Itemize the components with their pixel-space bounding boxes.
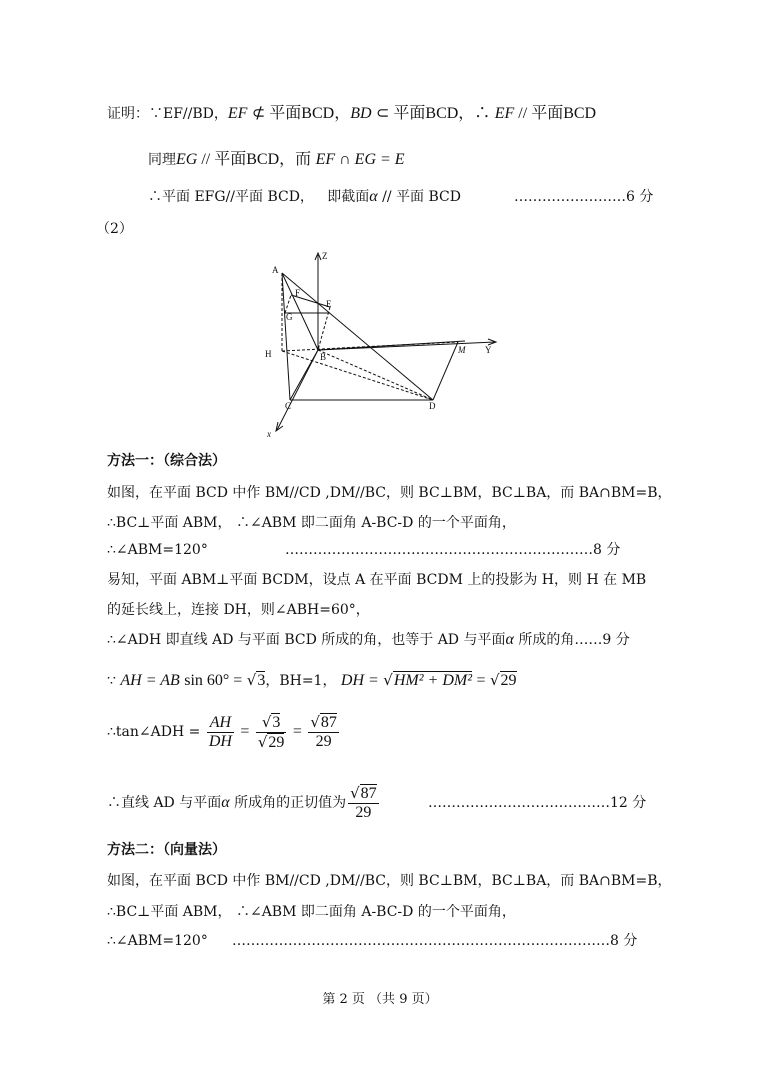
label-h: H [265, 349, 272, 359]
fraction-sqrt87-29: $\frac{√87}{29}$ [310, 713, 337, 750]
fraction-ah-dh [207, 714, 234, 751]
math-expr: AH = AB [120, 672, 180, 689]
label-d: D [429, 401, 436, 411]
math-var: EF [494, 105, 515, 122]
sqrt-value: 3 [257, 672, 266, 689]
proof-text: ∵ [107, 673, 116, 689]
sqrt-symbol: √ [383, 671, 393, 689]
math-expr: EF ∩ EG = E [315, 151, 405, 168]
proof-text: ∴tan∠ADH = [107, 724, 201, 740]
method1-line-8 [107, 710, 341, 754]
sqrt-value: HM² + DM² [393, 672, 472, 689]
math-var: α [221, 794, 230, 811]
label-m: M [458, 345, 466, 355]
method1-line-2: ∴BC⊥平面 ABM， ∴∠ABM 即二面角 A-BC-D 的一个平面角， [107, 515, 516, 531]
proof-line-3 [148, 187, 461, 207]
score-dots-8b: ………………………………………………………………………8 分 [232, 933, 638, 949]
geometry-figure [255, 245, 515, 440]
proof-text: 同理 [148, 152, 176, 168]
label-y: Y [485, 345, 492, 355]
math-var: α [369, 188, 378, 205]
proof-line-2 [148, 150, 405, 170]
math-text: ⊂ 平面BCD，∴ [375, 105, 491, 122]
method2-line-1: 如图，在平面 BCD 中作 BM//CD ,DM//BC，则 BC⊥BM，BC⊥BA，而 BA∩BM=B， [107, 873, 672, 889]
proof-line-1 [107, 104, 596, 124]
label-f: F [295, 288, 301, 298]
score-dots-12: …………………………………12 分 [428, 795, 647, 811]
label-c: C [285, 401, 292, 411]
label-g: G [286, 312, 293, 322]
proof-text: ∴∠ADH 即直线 AD 与平面 BCD 所成的角，也等于 AD 与平面 [107, 632, 506, 648]
proof-text: ∴直线 AD 与平面 [107, 795, 222, 811]
math-var: BD [350, 105, 372, 122]
method1-line-5: 的延长线上，连接 DH，则∠ABH=60°， [107, 602, 370, 618]
score-dots-6 [514, 187, 653, 207]
math-text: // 平面BCD [514, 105, 597, 122]
label-x: x [267, 429, 271, 439]
score-dots-8: …………………………………………………………8 分 [285, 542, 621, 558]
math-text: = [476, 672, 486, 689]
method1-line-3a: ∴∠ABM=120° [107, 542, 208, 558]
proof-text: 即截面 [327, 189, 370, 205]
proof-text: 证明：∵EF//BD， [107, 106, 228, 122]
frac-num: 87 [360, 785, 377, 802]
label-b: B [320, 352, 327, 362]
sqrt-symbol: √ [246, 671, 257, 689]
part-2-label: （2） [96, 221, 133, 237]
proof-text: ，BH=1， [265, 673, 337, 689]
math-var: α [505, 631, 514, 648]
label-e: E [326, 299, 332, 309]
math-text: ⊄ 平面BCD， [251, 105, 351, 122]
math-expr: sin 60° = [184, 672, 243, 689]
frac-num: 3 [272, 713, 281, 731]
frac-num: AH [207, 714, 234, 733]
method1-line-9 [107, 781, 381, 825]
method1-line-7 [107, 668, 517, 693]
frac-den: 29 [315, 733, 332, 750]
proof-text: 所成的角……9 分 [513, 632, 630, 648]
math-var: EG [176, 151, 198, 168]
page-footer: 第 2 页 （共 9 页） [322, 992, 438, 1007]
label-a: A [272, 265, 279, 275]
frac-num: 87 [320, 714, 337, 731]
math-var: EF [227, 105, 248, 122]
math-text: // 平面BCD，而 [197, 151, 312, 168]
math-text: = [292, 723, 302, 740]
frac-den: 29 [268, 733, 285, 751]
method2-heading: 方法二：（向量法） [107, 842, 226, 858]
score-text: ……………………6 分 [514, 189, 654, 205]
method1-heading: 方法一：（综合法） [107, 453, 226, 469]
method1-line-6 [107, 630, 630, 650]
fraction-sqrt3-sqrt29: $\frac{√3}{√29}$ [257, 712, 285, 751]
method1-line-4: 易知，平面 ABM⊥平面 BCDM，设点 A 在平面 BCDM 上的投影为 H，则 H 在 MB [107, 572, 647, 588]
method2-line-2: ∴BC⊥平面 ABM， ∴∠ABM 即二面角 A-BC-D 的一个平面角， [107, 904, 516, 920]
method1-line-1: 如图，在平面 BCD 中作 BM//CD ,DM//BC，则 BC⊥BM，BC⊥BA，而 BA∩BM=B， [107, 485, 672, 501]
sqrt-value: 29 [500, 672, 517, 689]
proof-text: // 平面 BCD [377, 189, 461, 205]
fraction-sqrt87-29: $\frac{√87}{29}$ [350, 784, 377, 821]
label-z: Z [322, 251, 328, 261]
proof-text: ∴平面 EFG//平面 BCD， [148, 189, 314, 205]
math-expr: DH = [340, 672, 379, 689]
sqrt-symbol: √ [489, 671, 500, 689]
proof-text: 所成角的正切值为 [229, 795, 347, 811]
frac-den: 29 [355, 804, 372, 821]
math-text: = [240, 723, 250, 740]
frac-den: DH [208, 732, 232, 750]
method2-line-3a: ∴∠ABM=120° [107, 933, 208, 949]
